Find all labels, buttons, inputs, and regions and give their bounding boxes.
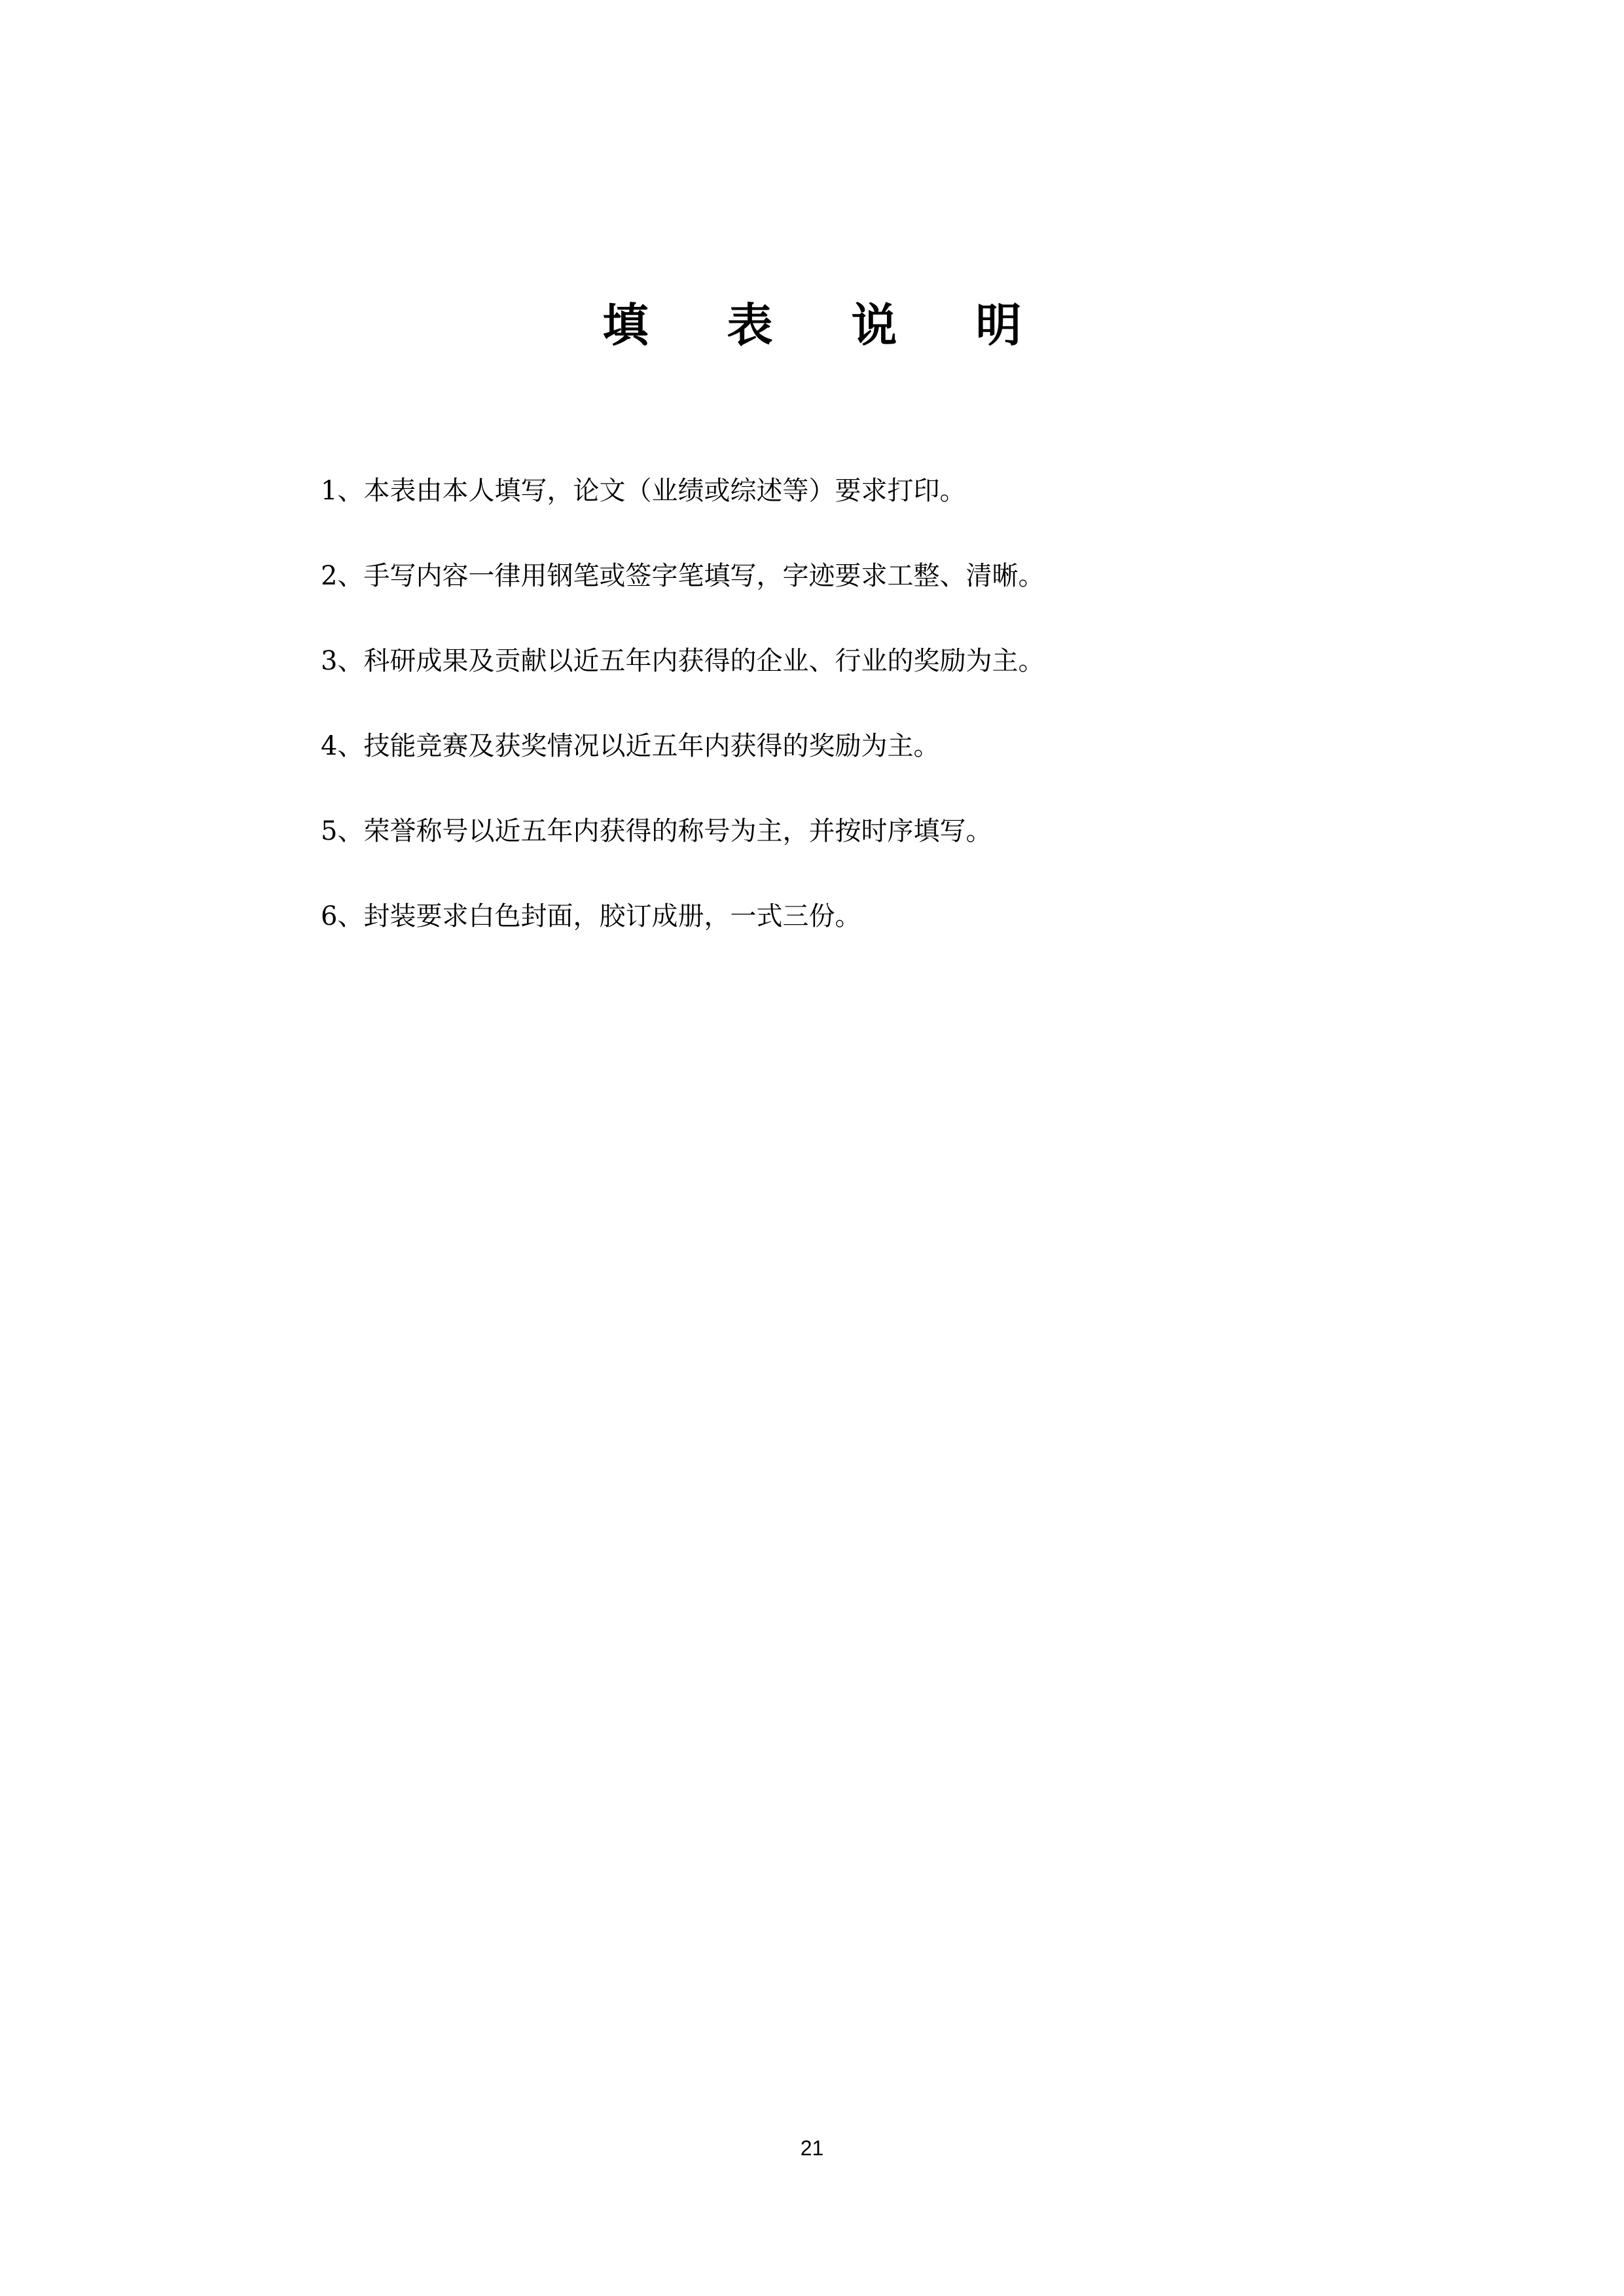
instruction-item: 4、技能竞赛及获奖情况以近五年内获得的奖励为主。: [321, 731, 940, 761]
page-title: 填表说明: [602, 298, 1100, 352]
instruction-item: 3、科研成果及贡献以近五年内获得的企业、行业的奖励为主。: [321, 646, 1045, 676]
instruction-item: 5、荣誉称号以近五年内获得的称号为主，并按时序填写。: [321, 816, 992, 846]
instruction-item: 2、手写内容一律用钢笔或签字笔填写，字迹要求工整、清晰。: [321, 561, 1045, 591]
instruction-item: 6、封装要求白色封面，胶订成册，一式三份。: [321, 901, 861, 931]
instructions-list: [321, 471, 1499, 982]
instruction-item: 1、本表由本人填写，论文（业绩或综述等）要求打印。: [321, 476, 966, 506]
page-number: 21: [800, 2136, 824, 2160]
